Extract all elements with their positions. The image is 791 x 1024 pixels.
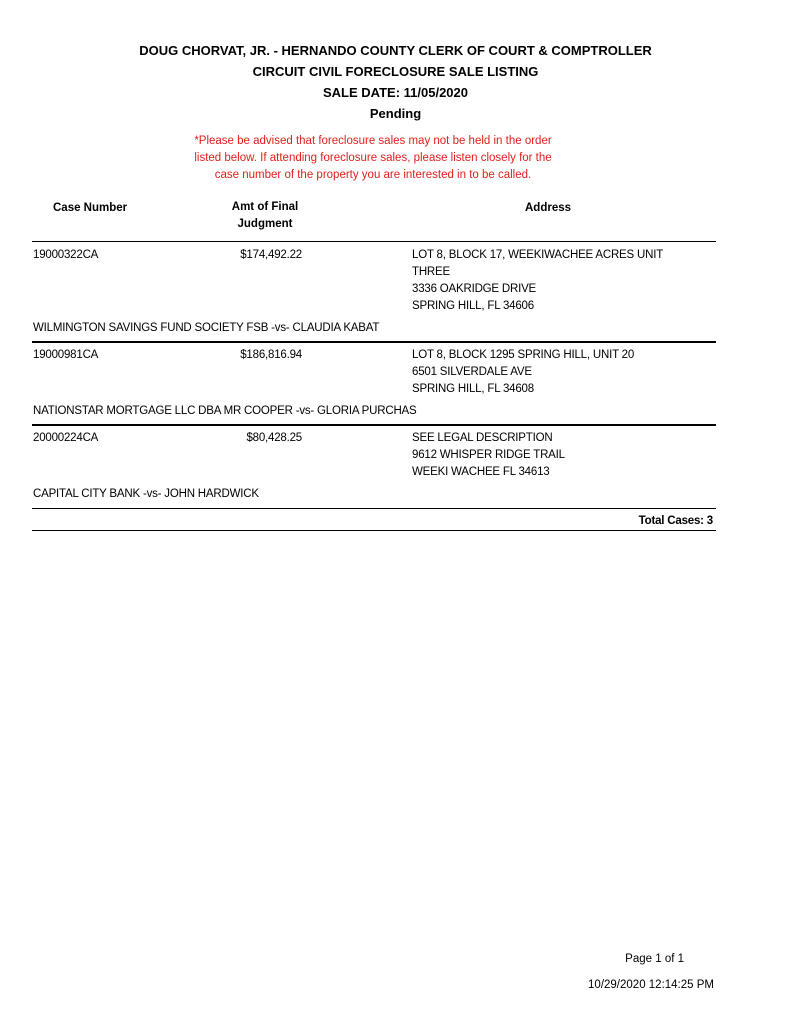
case-parties: WILMINGTON SAVINGS FUND SOCIETY FSB -vs- CLAUDIA KABAT (33, 322, 380, 334)
case-parties: NATIONSTAR MORTGAGE LLC DBA MR COOPER -vs- GLORIA PURCHAS (33, 405, 417, 417)
listing-title: CIRCUIT CIVIL FORECLOSURE SALE LISTING (252, 64, 539, 79)
print-timestamp: 10/29/2020 12:14:25 PM (588, 979, 714, 991)
column-header-case-number: Case Number (53, 202, 128, 214)
case-number: 20000224CA (33, 432, 99, 444)
notice-line-3: case number of the property you are interested in to be called. (214, 169, 532, 181)
column-header-amount-line1: Amt of Final (231, 201, 299, 213)
case-divider (32, 424, 716, 426)
judgment-amount: $80,428.25 (246, 432, 302, 444)
case-parties: CAPITAL CITY BANK -vs- JOHN HARDWICK (33, 488, 259, 500)
column-header-address: Address (525, 202, 572, 214)
total-cases: Total Cases: 3 (638, 515, 713, 527)
notice-line-2: listed below. If attending foreclosure sales, please listen closely for the (194, 152, 552, 164)
case-number: 19000981CA (33, 349, 99, 361)
address-line: 6501 SILVERDALE AVE (412, 366, 532, 378)
address-line: SPRING HILL, FL 34608 (412, 383, 534, 395)
header-divider (32, 241, 716, 242)
sale-date: SALE DATE: 11/05/2020 (323, 85, 468, 100)
status-label: Pending (369, 106, 422, 121)
column-header-amount (200, 199, 330, 233)
clerk-header: DOUG CHORVAT, JR. - HERNANDO COUNTY CLERK OF COURT & COMPTROLLER (139, 43, 652, 58)
address-line: LOT 8, BLOCK 17, WEEKIWACHEE ACRES UNIT (412, 249, 664, 261)
case-divider (32, 508, 716, 509)
judgment-amount: $186,816.94 (240, 349, 302, 361)
address-line: LOT 8, BLOCK 1295 SPRING HILL, UNIT 20 (412, 349, 635, 361)
address-line: 9612 WHISPER RIDGE TRAIL (412, 449, 565, 461)
page-number: Page 1 of 1 (625, 953, 684, 965)
case-divider (32, 341, 716, 343)
address-line: SEE LEGAL DESCRIPTION (412, 432, 553, 444)
total-divider (32, 530, 716, 531)
address-line: SPRING HILL, FL 34606 (412, 300, 534, 312)
notice-line-1: *Please be advised that foreclosure sales may not be held in the order (194, 135, 552, 147)
address-line: WEEKI WACHEE FL 34613 (412, 466, 550, 478)
address-line: THREE (412, 266, 450, 278)
case-number: 19000322CA (33, 249, 99, 261)
advisory-notice (0, 133, 746, 184)
address-line: 3336 OAKRIDGE DRIVE (412, 283, 537, 295)
column-header-amount-line2: Judgment (237, 218, 293, 230)
judgment-amount: $174,492.22 (240, 249, 302, 261)
